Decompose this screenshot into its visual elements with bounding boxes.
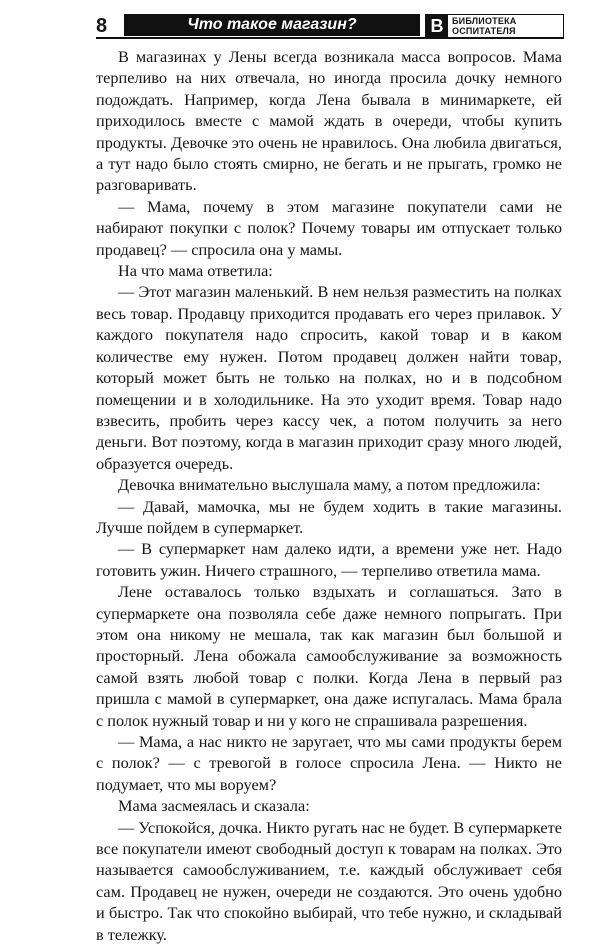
- paragraph: — В супермаркет нам далеко идти, а времени уже нет. Надо готовить ужин. Ничего страшного, — терпеливо ответила мама.: [96, 539, 562, 580]
- series-logo-line2: ОСПИТАТЕЛЯ: [452, 26, 516, 36]
- paragraph: — Успокойся, дочка. Никто ругать нас не будет. В супермаркете все покупатели имеют свободный доступ к товарам на полках. Это называется самообслуживанием, т.е. каждый обслуживает себя сам. Продавец не нужен, очереди не создаются. Это очень удобно и быстро. Так что спокойно выбирай, что тебе нужно, и складывай в тележку.: [96, 817, 562, 944]
- paragraph: Мама засмеялась и сказала:: [118, 796, 310, 816]
- page-number: 8: [96, 15, 108, 37]
- paragraph: — Этот магазин маленький. В нем нельзя разместить на полках весь товар. Продавцу приходится продавать его через прилавок. У каждого покупателя надо спросить, какой товар и в каком количестве ему нужен. Потом продавец должен найти товар, который может быть не только на полках, но и в подсобном помещении и в холодильнике. На это уходит время. Товар надо взвесить, пробить через кассу чек, а потом получить за него деньги. Вот поэтому, когда в магазин приходит сразу много людей, образуется очередь.: [96, 282, 562, 473]
- series-logo-letter: В: [426, 15, 448, 37]
- paragraph: Девочка внимательно выслушала маму, а потом предложила:: [118, 475, 541, 495]
- paragraph: — Мама, почему в этом магазине покупатели сами не набирают покупки с полок? Почему товары им отпускает только продавец? — спросила она у мамы.: [96, 196, 562, 259]
- series-logo-line1: БИБЛИОТЕКА: [452, 16, 517, 26]
- series-logo: [425, 14, 564, 38]
- paragraph: На что мама ответила:: [118, 261, 273, 281]
- paragraph: — Мама, а нас никто не заругает, что мы сами продукты берем с полок? — с тревогой в голосе спросила Лена. — Никто не подумает, что мы воруем?: [96, 732, 562, 794]
- running-title: Что такое магазин?: [124, 14, 420, 36]
- paragraph: — Давай, мамочка, мы не будем ходить в такие магазины. Лучше пойдем в супермаркет.: [96, 496, 562, 537]
- series-logo-text: [448, 15, 563, 37]
- header-rule: [96, 37, 564, 39]
- page-body: [96, 46, 562, 945]
- paragraph: В магазинах у Лены всегда возникала масса вопросов. Мама терпеливо на них отвечала, но иногда просила дочку немного подождать. Например, когда Лена бывала в минимаркете, ей приходилось вместе с мамой ждать в очереди, чтобы купить продукты. Девочке это очень не нравилось. Она любила двигаться, а тут надо было стоять смирно, не бегать и не прыгать, громко не разговаривать.: [96, 47, 562, 195]
- paragraph: Лене оставалось только вздыхать и соглашаться. Зато в супермаркете она позволяла себе даже немного попрыгать. При этом она никому не мешала, так как магазин был большой и просторный. Лена обожала самообслуживание за возможность самой взять любой товар с полки. Когда Лена в первый раз пришла с мамой в супермаркет, она даже испугалась. Мама брала с полок нужный товар и ни у кого не спрашивала разрешения.: [96, 582, 562, 730]
